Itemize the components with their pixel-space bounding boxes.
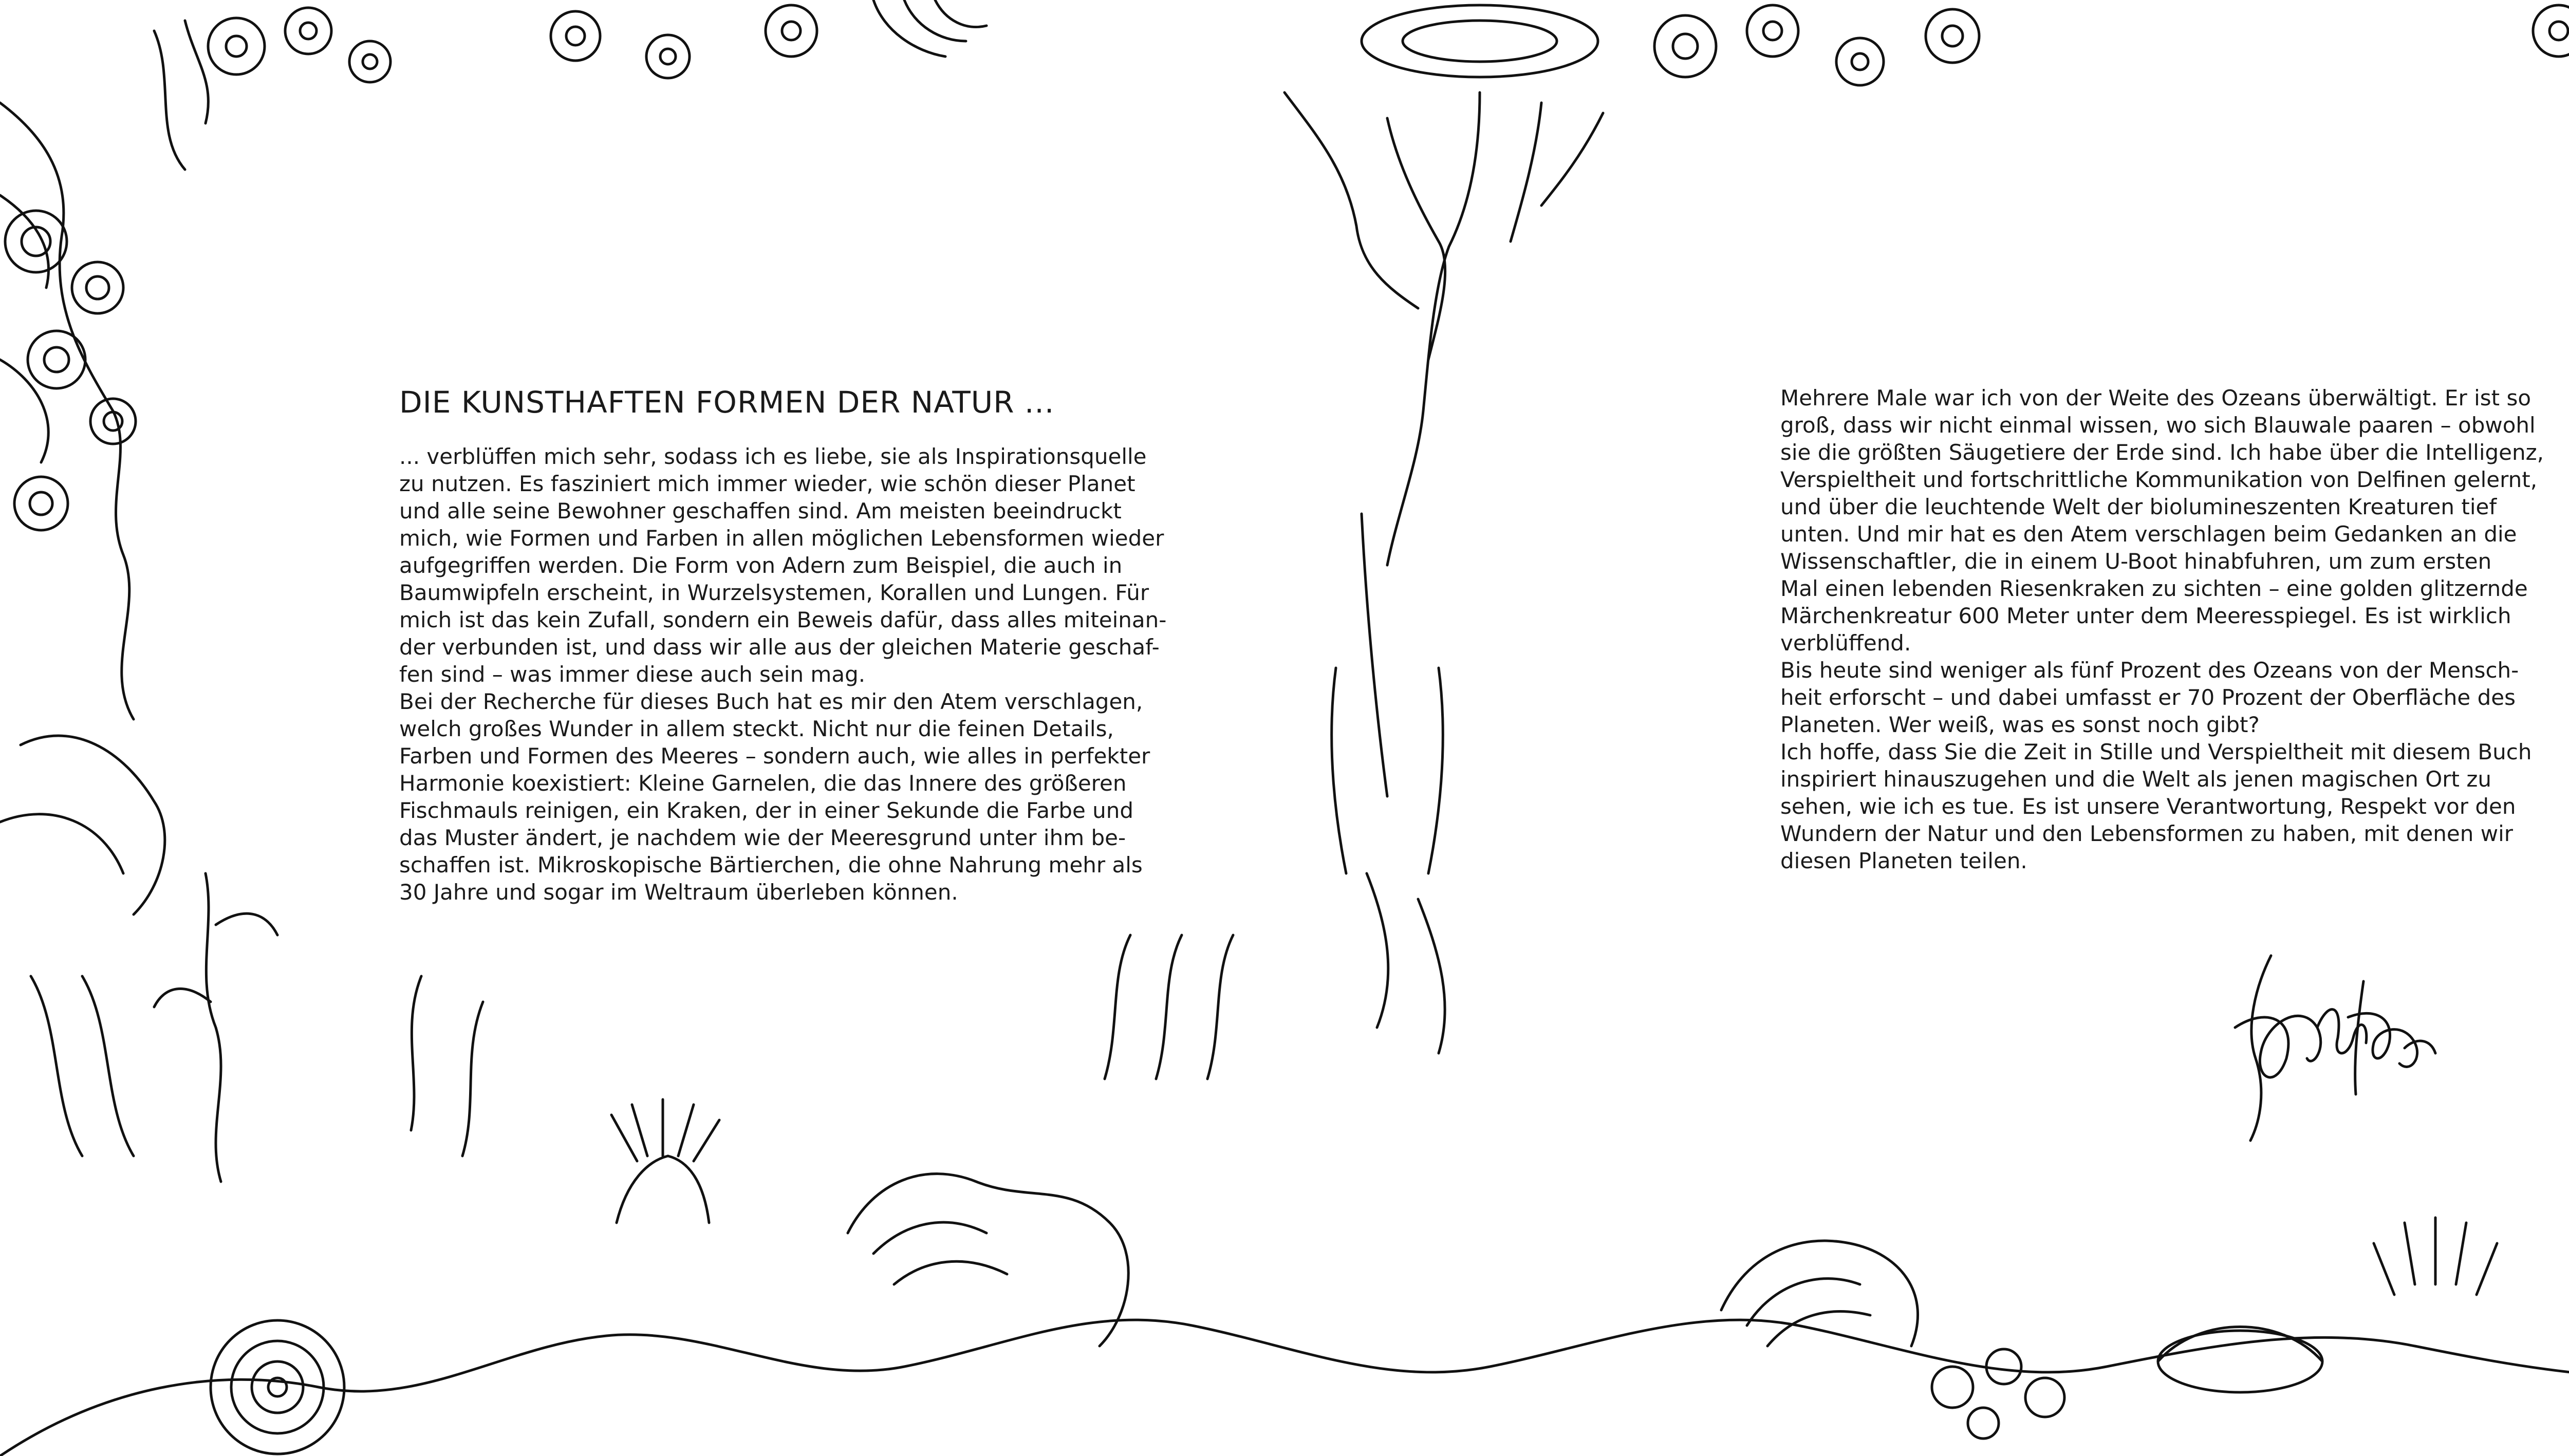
bottom-reef-illustration bbox=[0, 935, 2569, 1456]
text-line: inspiriert hinauszugehen und die Welt als jenen magischen Ort zu bbox=[1780, 767, 2492, 792]
text-line: Mehrere Male war ich von der Weite des Ozeans überwältigt. Er ist so bbox=[1780, 385, 2531, 410]
text-line: fen sind – was immer diese auch sein mag. bbox=[399, 662, 866, 687]
text-line: diesen Planeten teilen. bbox=[1780, 848, 2027, 873]
text-line: Mal einen lebenden Riesenkraken zu sichten – eine golden glitzernde bbox=[1780, 576, 2528, 601]
text-line: sehen, wie ich es tue. Es ist unsere Verantwortung, Respekt vor den bbox=[1780, 794, 2516, 819]
text-line: verblüffend. bbox=[1780, 630, 1911, 656]
text-line: Ich hoffe, dass Sie die Zeit in Stille und Verspieltheit mit diesem Buch bbox=[1780, 739, 2532, 764]
text-line: Märchenkreatur 600 Meter unter dem Meeresspiegel. Es ist wirklich bbox=[1780, 603, 2511, 628]
text-line: der verbunden ist, und dass wir alle aus der gleichen Materie geschaf- bbox=[399, 634, 1160, 660]
text-line: unten. Und mir hat es den Atem verschlagen beim Gedanken an die bbox=[1780, 521, 2517, 547]
right-text-column bbox=[1780, 384, 2544, 874]
text-line: Bei der Recherche für dieses Buch hat es mir den Atem verschlagen, bbox=[399, 689, 1143, 714]
text-line: Baumwipfeln erscheint, in Wurzelsystemen, Korallen und Lungen. Für bbox=[399, 580, 1149, 605]
top-left-urchins bbox=[208, 0, 986, 82]
text-line: Fischmauls reinigen, ein Kraken, der in einer Sekunde die Farbe und bbox=[399, 798, 1134, 823]
left-body-text bbox=[399, 443, 1167, 906]
text-line: aufgegriffen werden. Die Form von Adern zum Beispiel, die auch in bbox=[399, 553, 1123, 578]
left-coral-illustration bbox=[0, 21, 277, 1182]
text-line: Harmonie koexistiert: Kleine Garnelen, die das Innere des größeren bbox=[399, 771, 1127, 796]
text-line: groß, dass wir nicht einmal wissen, wo sich Blauwale paaren – obwohl bbox=[1780, 413, 2536, 438]
text-line: Verspieltheit und fortschrittliche Kommunikation von Delfinen gelernt, bbox=[1780, 467, 2538, 492]
text-line: welch großes Wunder in allem steckt. Nicht nur die feinen Details, bbox=[399, 716, 1114, 741]
text-line: Wundern der Natur und den Lebensformen zu haben, mit denen wir bbox=[1780, 821, 2514, 846]
text-line: und alle seine Bewohner geschaffen sind. Am meisten beeindruckt bbox=[399, 498, 1122, 524]
text-line: Wissenschaftler, die in einem U-Boot hinabfuhren, um zum ersten bbox=[1780, 549, 2492, 574]
text-line: 30 Jahre und sogar im Weltraum überleben können. bbox=[399, 880, 958, 905]
text-line: mich ist das kein Zufall, sondern ein Beweis dafür, dass alles miteinan- bbox=[399, 607, 1167, 632]
right-fish-illustration bbox=[2533, 5, 2569, 1331]
text-line: Farben und Formen des Meeres – sondern auch, wie alles in perfekter bbox=[399, 743, 1150, 769]
text-line: das Muster ändert, je nachdem wie der Meeresgrund unter ihm be- bbox=[399, 825, 1126, 850]
text-line: sie die größten Säugetiere der Erde sind. Ich habe über die Intelligenz, bbox=[1780, 440, 2544, 465]
text-line: Planeten. Wer weiß, was es sonst noch gibt? bbox=[1780, 712, 2260, 737]
text-line: und über die leuchtende Welt der biolumineszenten Kreaturen tief bbox=[1780, 494, 2497, 519]
text-line: Bis heute sind weniger als fünf Prozent des Ozeans von der Mensch- bbox=[1780, 658, 2519, 683]
text-line: heit erforscht – und dabei umfasst er 70 Prozent der Oberfläche des bbox=[1780, 685, 2516, 710]
chapter-heading: DIE KUNSTHAFTEN FORMEN DER NATUR ... bbox=[399, 385, 1055, 420]
text-line: zu nutzen. Es fasziniert mich immer wieder, wie schön dieser Planet bbox=[399, 471, 1135, 496]
text-line: mich, wie Formen und Farben in allen möglichen Lebensformen wieder bbox=[399, 526, 1164, 551]
text-line: schaffen ist. Mikroskopische Bärtierchen, die ohne Nahrung mehr als bbox=[399, 852, 1143, 878]
left-text-column bbox=[399, 384, 1167, 906]
author-signature bbox=[2225, 925, 2441, 1151]
text-line: ... verblüffen mich sehr, sodass ich es liebe, sie als Inspirationsquelle bbox=[399, 444, 1147, 469]
